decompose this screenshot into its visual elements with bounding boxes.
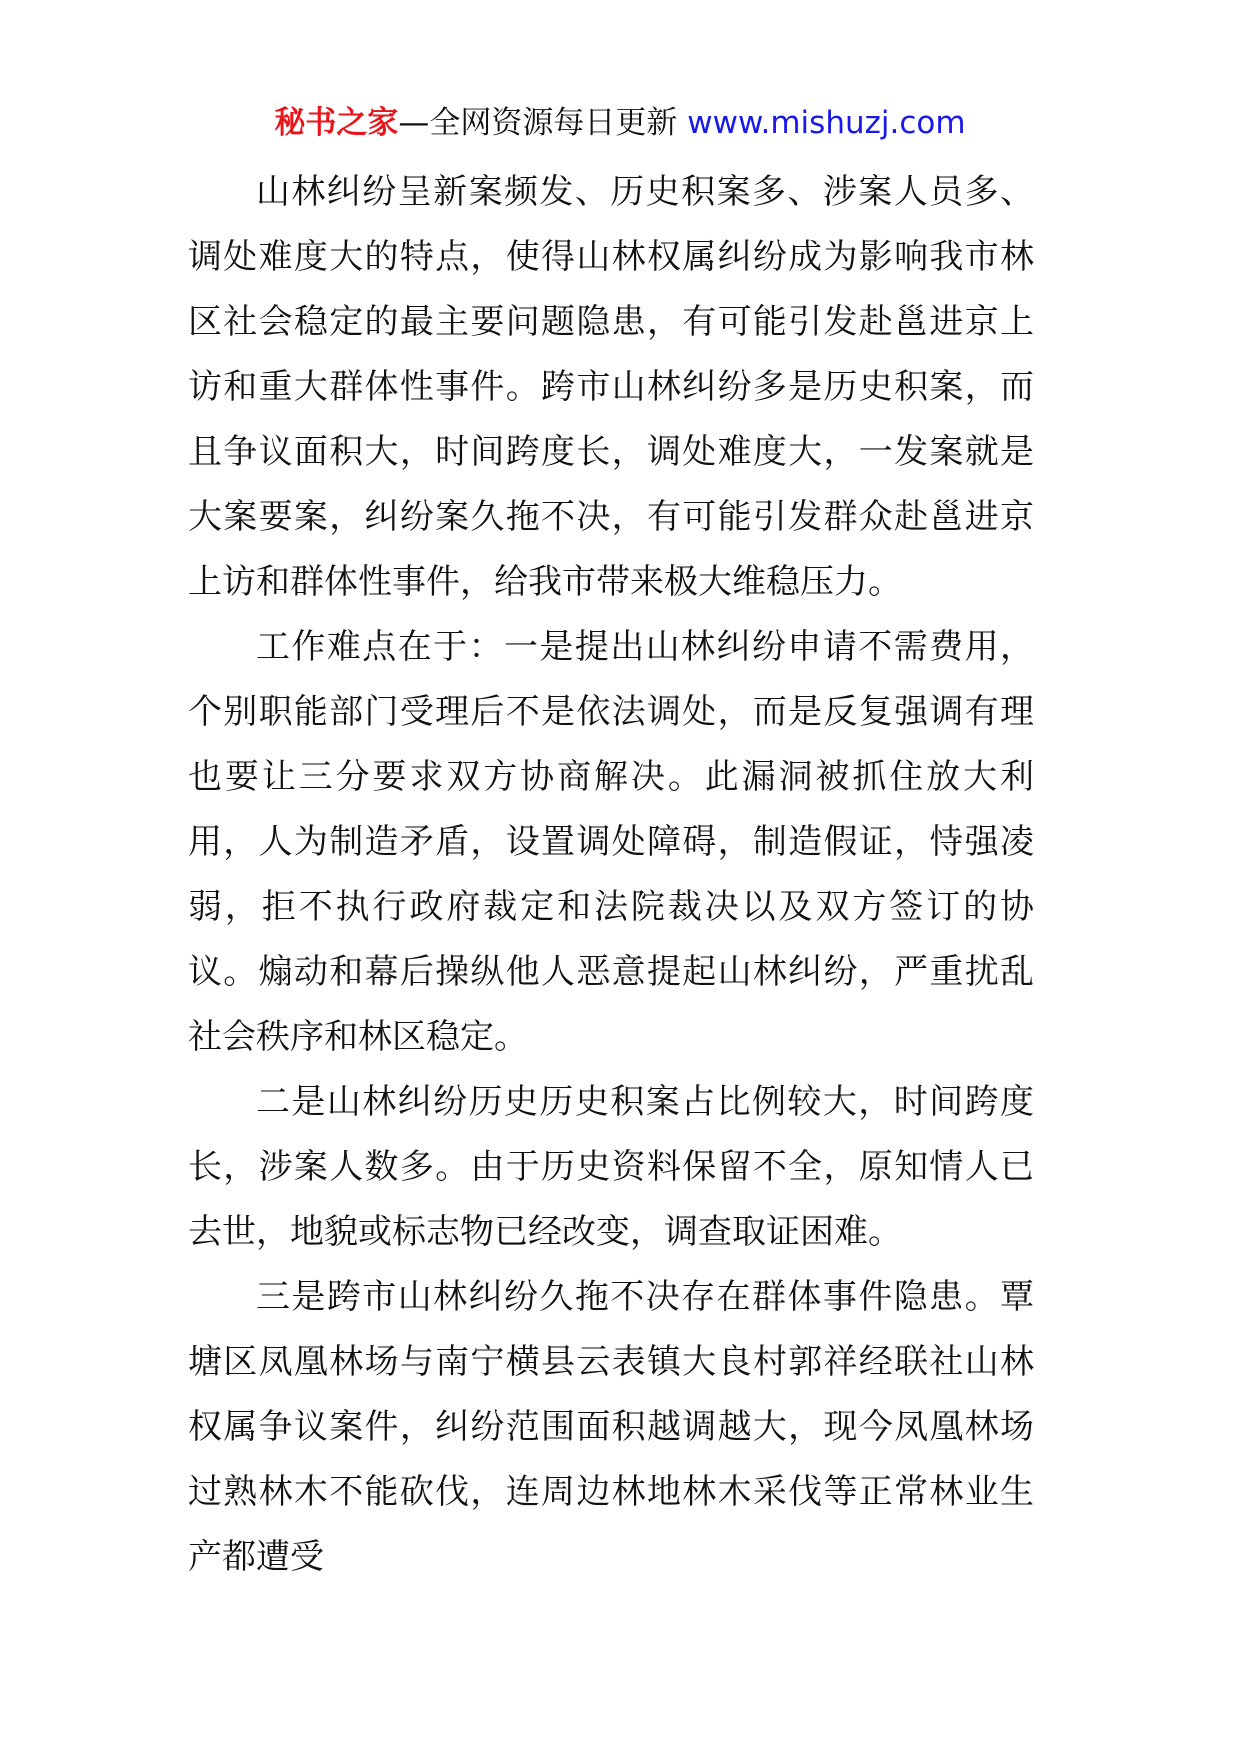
paragraph: 三是跨市山林纠纷久拖不决存在群体事件隐患。覃塘区凤凰林场与南宁横县云表镇大良村郭祥经联社山林权属争议案件，纠纷范围面积越调越大，现今凤凰林场过熟林木不能砍伐，连周边林地林木采伐等正常林业生产都遭受 (188, 1277, 1034, 1577)
header-slogan: —全网资源每日更新 (398, 105, 678, 141)
header-brand: 秘书之家 (274, 105, 399, 141)
header-url-link[interactable]: www.mishuzj.com (687, 105, 966, 141)
paragraph: 山林纠纷呈新案频发、历史积案多、涉案人员多、调处难度大的特点，使得山林权属纠纷成为影响我市林区社会稳定的最主要问题隐患，有可能引发赴邕进京上访和重大群体性事件。跨市山林纠纷多是历史积案，而且争议面积大，时间跨度长，调处难度大，一发案就是大案要案，纠纷案久拖不决，有可能引发群众赴邕进京上访和群体性事件，给我市带来极大维稳压力。 (188, 172, 1034, 602)
document-body (188, 160, 1034, 1590)
paragraph: 二是山林纠纷历史历史积案占比例较大，时间跨度长，涉案人数多。由于历史资料保留不全，原知情人已去世，地貌或标志物已经改变，调查取证困难。 (188, 1082, 1034, 1252)
paragraph: 工作难点在于：一是提出山林纠纷申请不需费用，个别职能部门受理后不是依法调处，而是反复强调有理也要让三分要求双方协商解决。此漏洞被抓住放大利用，人为制造矛盾，设置调处障碍，制造假证，恃强凌弱，拒不执行政府裁定和法院裁决以及双方签订的协议。煽动和幕后操纵他人恶意提起山林纠纷，严重扰乱社会秩序和林区稳定。 (188, 627, 1034, 1057)
page-header (0, 100, 1240, 146)
